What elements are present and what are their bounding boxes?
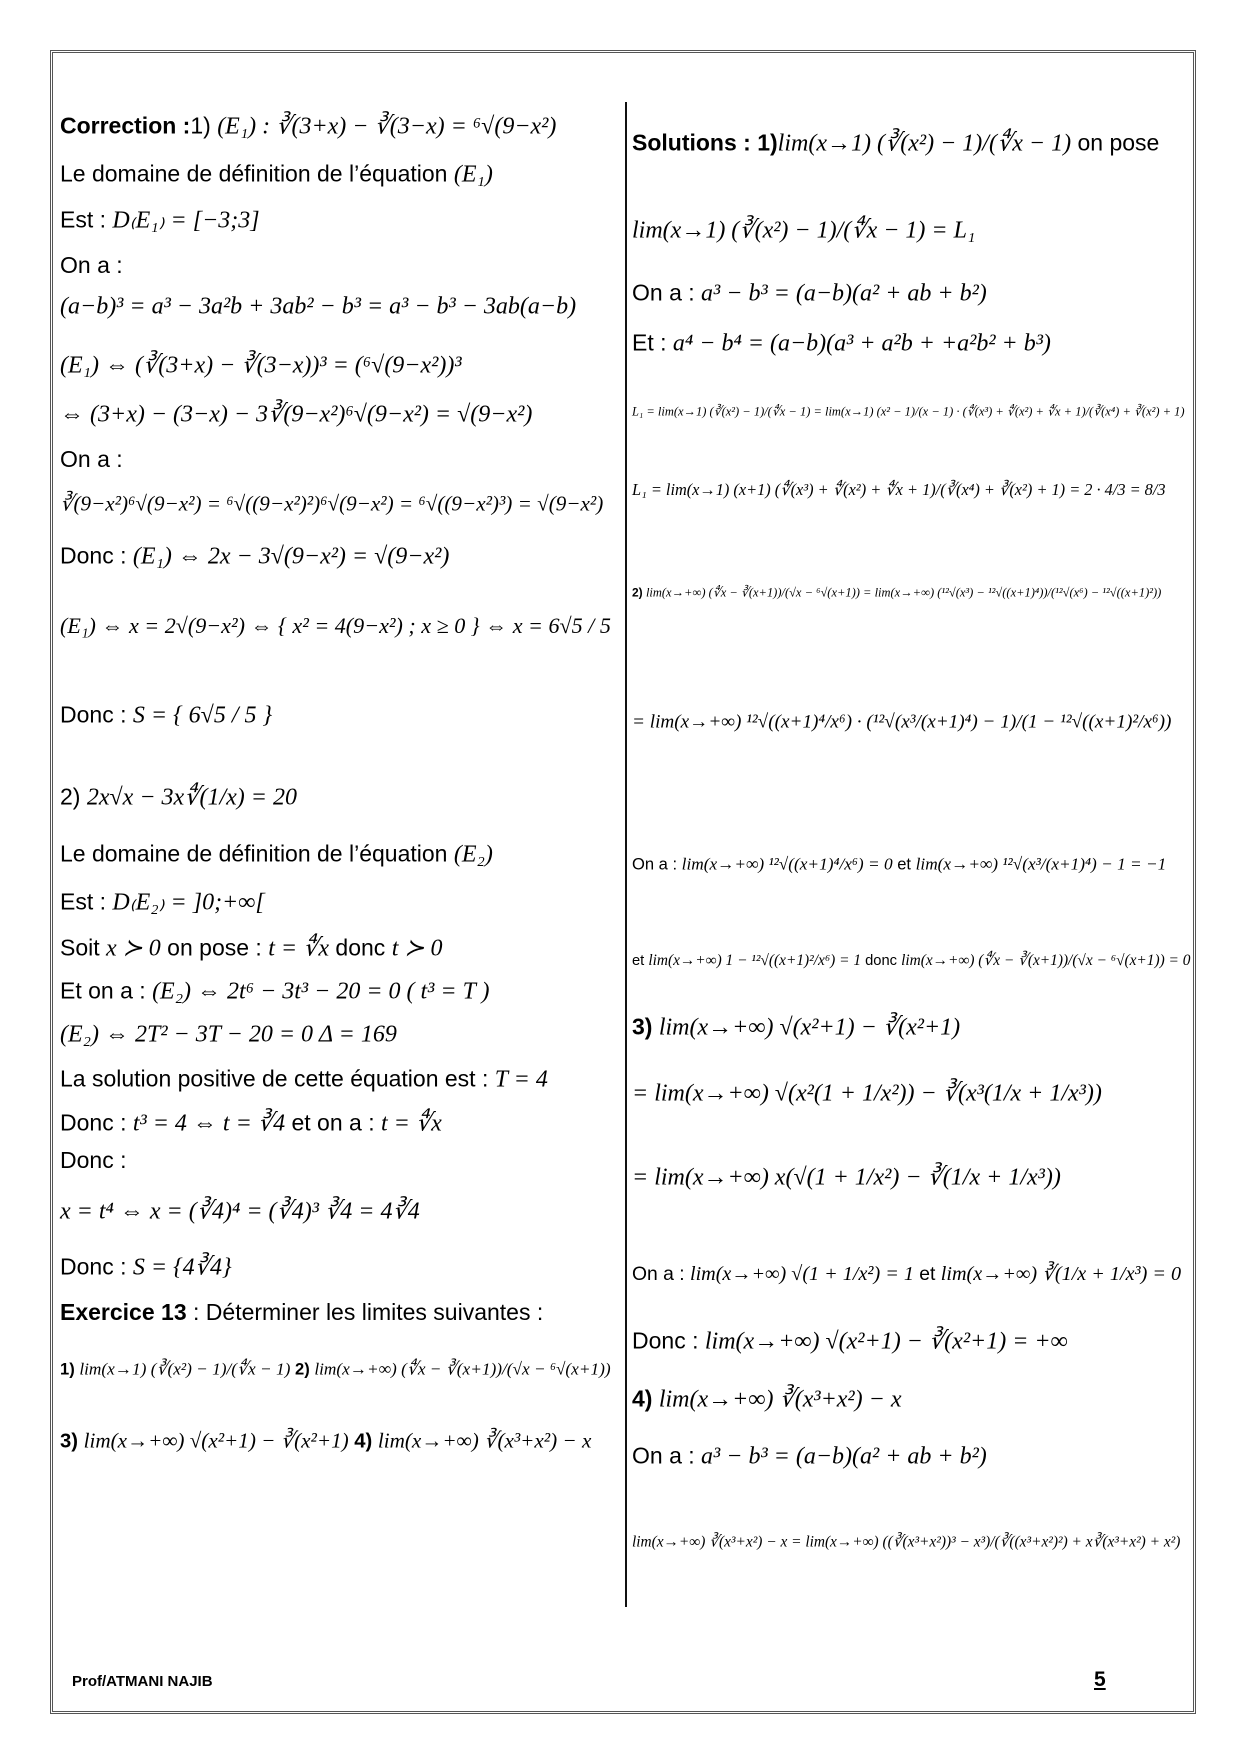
bold-label: 3) (632, 1013, 659, 1040)
text-label: On a : (632, 1442, 702, 1469)
text-label: On a : (60, 252, 123, 279)
math-expression: lim(x→1) (∛(x²) − 1)/(∜x − 1) (79, 1359, 291, 1379)
right-line (632, 951, 1192, 971)
math-expression: = lim(x→+∞) x(√(1 + 1/x²) − ∛(1/x + 1/x³)) (632, 1164, 1061, 1191)
math-expression: x = t⁴ ⇔ x = (∛4)⁴ = (∛4)³ ∛4 = 4∛4 (60, 1198, 420, 1225)
text-label: La solution positive de cette équation est : (60, 1065, 495, 1092)
left-line (60, 543, 615, 572)
math-expression: ⇔ (3+x) − (3−x) − 3∛(9−x²)⁶√(9−x²) = √(9−x²) (60, 401, 533, 428)
math-expression: lim(x→+∞) √(x²+1) − ∛(x²+1) (83, 1428, 349, 1453)
right-line (632, 1080, 1192, 1109)
text-label: et (632, 953, 649, 970)
text-label: et on a : (285, 1109, 381, 1136)
bold-label: Solutions : 1) (632, 129, 778, 156)
left-line (60, 613, 615, 639)
footer-author: Prof/ATMANI NAJIB (72, 1673, 213, 1690)
math-expression: (E₁) (453, 161, 493, 188)
right-line (632, 1262, 1192, 1286)
math-expression: D₍E₁₎ = [−3;3] (112, 207, 260, 234)
math-expression: x ≻ 0 (106, 935, 161, 962)
math-expression: lim(x→+∞) ¹²√((x+1)⁴/x⁶) = 0 (681, 854, 893, 874)
right-line (632, 330, 1192, 359)
text-label: Et : (632, 329, 673, 356)
right-line (632, 1532, 1192, 1551)
left-line (60, 491, 615, 516)
text-label: Le domaine de définition de l’équation (60, 840, 454, 867)
math-expression: L₁ = lim(x→1) (x+1) (∜(x³) + ∜(x²) + ∜x + 1)/(∛(x⁴) + ∛(x²) + 1) = 2 · 4/3 = 8/3 (632, 479, 1166, 499)
page-number: 5 (1094, 1668, 1106, 1691)
text-label: donc (861, 953, 902, 970)
bold-label: 4) (348, 1430, 378, 1453)
bold-label: 2) (290, 1359, 315, 1379)
math-expression: (E₁) ⇔ (∛(3+x) − ∛(3−x))³ = (⁶√(9−x²))³ (60, 352, 462, 379)
left-line (60, 978, 615, 1007)
right-line (632, 280, 1192, 309)
math-expression: lim(x→+∞) 1 − ¹²√((x+1)²/x⁶) = 1 (648, 952, 861, 970)
left-line (60, 446, 615, 474)
math-expression: (E₁) ⇔ 2x − 3√(9−x²) = √(9−x²) (132, 543, 450, 570)
text-label: Est : (60, 888, 113, 915)
text-label: Est : (60, 206, 113, 233)
left-line (60, 252, 615, 280)
text-label: Donc : (60, 701, 133, 728)
bold-label: 1) (60, 1359, 80, 1379)
math-expression: lim(x→+∞) (∜x − ∛(x+1))/(√x − ⁶√(x+1)) = 0 (901, 952, 1191, 970)
left-line (60, 352, 615, 381)
math-expression: ∛(9−x²)⁶√(9−x²) = ⁶√((9−x²)²)⁶√(9−x²) = ⁶√((9−x²)³) = √(9−x²) (60, 491, 604, 516)
right-line (632, 401, 1192, 420)
text-label: Donc : (60, 1147, 127, 1174)
text-label: et (913, 1263, 941, 1285)
math-expression: (E₂) ⇔ 2t⁶ − 3t³ − 20 = 0 ( t³ = T ) (152, 978, 490, 1005)
text-label: donc (329, 934, 392, 961)
left-line (60, 1021, 615, 1050)
right-line (632, 217, 1192, 246)
left-line (60, 1110, 615, 1139)
text-label: Donc : (60, 542, 133, 569)
math-expression: lim(x→+∞) ∛(x³+x²) − x (658, 1386, 902, 1413)
math-expression: t³ = 4 ⇔ t = ∛4 (132, 1110, 286, 1137)
math-expression: (E₂) ⇔ 2T² − 3T − 20 = 0 Δ = 169 (60, 1021, 397, 1048)
bold-label: 3) (60, 1430, 84, 1453)
left-line (60, 841, 615, 870)
left-line (60, 161, 615, 190)
math-expression: T = 4 (494, 1066, 548, 1093)
left-line (60, 401, 615, 430)
left-line (60, 113, 615, 142)
bold-label: Exercice 13 (60, 1299, 187, 1326)
left-line (60, 1147, 615, 1175)
math-expression: S = {4∛4} (132, 1254, 232, 1281)
left-line (60, 889, 615, 918)
bold-label: Correction : (60, 112, 191, 139)
text-label: 2) (60, 783, 87, 810)
math-expression: lim(x→+∞) √(1 + 1/x²) = 1 (689, 1262, 914, 1285)
math-expression: a³ − b³ = (a−b)(a² + ab + b²) (701, 1443, 987, 1470)
left-line (60, 1299, 615, 1327)
math-expression: (E₂) (453, 841, 493, 868)
left-line (60, 293, 615, 322)
math-expression: lim(x→+∞) (∜x − ∛(x+1))/(√x − ⁶√(x+1)) (314, 1359, 611, 1379)
right-line (632, 1443, 1192, 1472)
math-expression: a³ − b³ = (a−b)(a² + ab + b²) (701, 280, 987, 307)
right-line (632, 582, 1192, 601)
bold-label: 4) (632, 1385, 659, 1412)
text-label: on pose : (160, 934, 269, 961)
math-expression: t = ∜x (381, 1110, 442, 1137)
right-line (632, 1014, 1192, 1043)
math-expression: lim(x→+∞) (∜x − ∛(x+1))/(√x − ⁶√(x+1)) = lim(x→+∞) (¹²√(x³) − ¹²√((x+1)⁴))/(¹²√(x⁶) − ¹²√((x+1)²)) (645, 585, 1162, 600)
math-expression: (E₁) ⇔ x = 2√(9−x²) ⇔ { x² = 4(9−x²) ; x ≥ 0 } ⇔ x = 6√5 / 5 (60, 612, 611, 638)
math-expression: lim(x→+∞) ∛(x³+x²) − x = lim(x→+∞) ((∛(x³+x²))³ − x³)/(∛((x³+x²)²) + x∛(x³+x²) + x²) (632, 1533, 1181, 1551)
math-expression: lim(x→+∞) √(x²+1) − ∛(x²+1) (658, 1014, 961, 1041)
text-label: : Déterminer les limites suivantes : (186, 1299, 544, 1326)
math-expression: (E₁) : ∛(3+x) − ∛(3−x) = ⁶√(9−x²) (217, 113, 557, 140)
math-expression: lim(x→+∞) √(x²+1) − ∛(x²+1) = +∞ (704, 1328, 1068, 1355)
left-line (60, 935, 615, 964)
math-expression: lim(x→+∞) ∛(1/x + 1/x³) = 0 (940, 1262, 1182, 1285)
left-line (60, 1428, 615, 1453)
text-label: et (892, 854, 916, 874)
right-line (632, 710, 1192, 733)
text-label: 1) (190, 112, 218, 139)
right-line (632, 480, 1192, 500)
math-expression: (a−b)³ = a³ − 3a²b + 3ab² − b³ = a³ − b³ − 3ab(a−b) (60, 293, 577, 320)
math-expression: t ≻ 0 (391, 935, 443, 962)
math-expression: L₁ = lim(x→1) (∛(x²) − 1)/(∜x − 1) = lim(x→1) (x² − 1)/(x − 1) · (∜(x³) + ∜(x²) + ∜x + 1)/(∛(x⁴) + ∛(x²) + 1) (632, 404, 1185, 419)
column-divider (625, 102, 627, 1607)
right-line (632, 1164, 1192, 1193)
math-expression: 2x√x − 3x∜(1/x) = 20 (86, 784, 297, 811)
math-expression: lim(x→+∞) ∛(x³+x²) − x (377, 1428, 592, 1453)
text-label: Et on a : (60, 977, 153, 1004)
text-label: Donc : (632, 1327, 705, 1354)
text-label: Donc : (60, 1253, 133, 1280)
text-label: On a : (632, 1263, 690, 1285)
left-line (60, 1066, 615, 1095)
math-expression: a⁴ − b⁴ = (a−b)(a³ + a²b + +a²b² + b³) (672, 330, 1051, 357)
math-expression: lim(x→1) (∛(x²) − 1)/(∜x − 1) (777, 130, 1072, 157)
text-label: Soit (60, 934, 107, 961)
text-label: Le domaine de définition de l’équation (60, 160, 454, 187)
left-line (60, 207, 615, 236)
left-line (60, 1198, 615, 1227)
bold-label: 2) (632, 585, 646, 600)
math-expression: lim(x→1) (∛(x²) − 1)/(∜x − 1) = L₁ (632, 217, 976, 244)
text-label: On a : (632, 279, 702, 306)
text-label: On a : (632, 854, 682, 874)
math-expression: lim(x→+∞) ¹²√(x³/(x+1)⁴) − 1 = −1 (915, 854, 1167, 874)
text-label: on pose (1071, 129, 1160, 156)
math-expression: = lim(x→+∞) ¹²√((x+1)⁴/x⁶) · (¹²√(x³/(x+1)⁴) − 1)/(1 − ¹²√((x+1)²/x⁶)) (632, 711, 1172, 733)
left-line (60, 1360, 615, 1381)
left-line (60, 1254, 615, 1283)
right-line (632, 855, 1192, 876)
text-label: On a : (60, 446, 123, 473)
math-expression: D₍E₂₎ = ]0;+∞[ (112, 889, 265, 916)
text-label: Donc : (60, 1109, 133, 1136)
right-line (632, 130, 1192, 159)
left-line (60, 784, 615, 813)
left-line (60, 702, 615, 731)
math-expression: = lim(x→+∞) √(x²(1 + 1/x²)) − ∛(x³(1/x + 1/x³)) (632, 1080, 1102, 1107)
math-expression: S = { 6√5 / 5 } (132, 702, 273, 729)
right-line (632, 1386, 1192, 1415)
math-expression: t = ∜x (268, 935, 330, 962)
right-line (632, 1328, 1192, 1357)
